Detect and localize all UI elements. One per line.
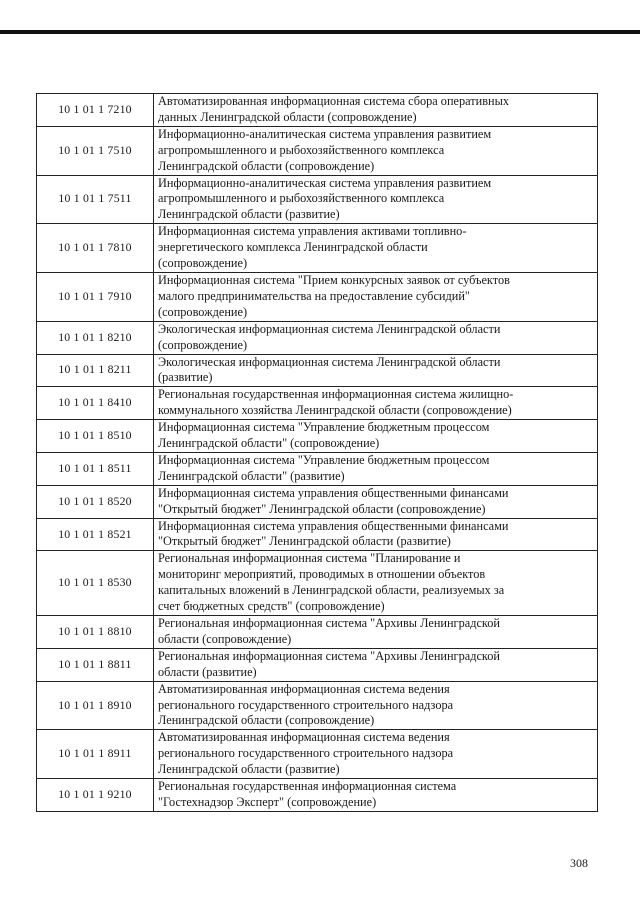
budget-code-cell: 10 1 01 1 7910 [37, 272, 154, 321]
description-line: агропромышленного и рыбохозяйственного комплекса [158, 191, 445, 206]
description-line: малого предпринимательства на предоставление субсидий" [158, 288, 470, 303]
description-line: Региональная информационная система "Архивы Ленинградской [158, 616, 501, 630]
table-row [37, 648, 598, 681]
system-description-cell [154, 779, 598, 812]
system-description-cell [154, 681, 598, 730]
system-description-cell [154, 452, 598, 485]
table-row [37, 387, 598, 420]
description-line: (развитие) [158, 370, 213, 385]
budget-code-cell: 10 1 01 1 7510 [37, 126, 154, 175]
system-description-cell [154, 224, 598, 273]
description-line: капитальных вложений в Ленинградской области, реализуемых за [158, 583, 505, 598]
description-line: Информационная система "Управление бюджетным процессом [158, 452, 490, 467]
budget-codes-table [36, 93, 598, 812]
system-description-cell [154, 321, 598, 354]
system-description-cell [154, 272, 598, 321]
system-description-cell [154, 126, 598, 175]
description-line: Информационно-аналитическая система управления развитием [158, 126, 492, 141]
table-body [37, 94, 598, 812]
description-line: Автоматизированная информационная система ведения [158, 730, 450, 745]
system-description-cell [154, 616, 598, 649]
table-row [37, 730, 598, 779]
description-line: регионального государственного строительного надзора [158, 746, 454, 761]
table-row [37, 175, 598, 224]
system-description-cell [154, 94, 598, 127]
description-line: энергетического комплекса Ленинградской области [158, 240, 428, 255]
table-row [37, 126, 598, 175]
table-row [37, 551, 598, 616]
budget-code-cell: 10 1 01 1 8521 [37, 518, 154, 551]
system-description-cell [154, 420, 598, 453]
description-line: Экологическая информационная система Ленинградской области [158, 321, 501, 336]
budget-code-cell: 10 1 01 1 8811 [37, 648, 154, 681]
description-line: Ленинградской области (развитие) [158, 762, 340, 777]
page-number: 308 [570, 856, 588, 870]
description-line: коммунального хозяйства Ленинградской области (сопровождение) [158, 403, 512, 418]
system-description-cell [154, 387, 598, 420]
budget-code-cell: 10 1 01 1 8910 [37, 681, 154, 730]
description-line: Ленинградской области (сопровождение) [158, 713, 375, 728]
description-line: регионального государственного строительного надзора [158, 697, 454, 712]
description-line: области (сопровождение) [158, 631, 292, 646]
description-line: Информационно-аналитическая система управления развитием [158, 175, 492, 190]
budget-code-cell: 10 1 01 1 8530 [37, 551, 154, 616]
table-row [37, 779, 598, 812]
budget-code-cell: 10 1 01 1 7511 [37, 175, 154, 224]
description-line: Информационная система управления активами топливно- [158, 224, 467, 239]
description-line: Региональная государственная информационная система жилищно- [158, 387, 514, 402]
table-row [37, 616, 598, 649]
table-row [37, 452, 598, 485]
description-line: Ленинградской области" (сопровождение) [158, 436, 380, 451]
description-line: агропромышленного и рыбохозяйственного комплекса [158, 142, 445, 157]
description-line: "Открытый бюджет" Ленинградской области (развитие) [158, 534, 451, 549]
description-line: (сопровождение) [158, 337, 248, 352]
description-line: Ленинградской области (развитие) [158, 207, 340, 222]
description-line: области (развитие) [158, 664, 257, 679]
table-row [37, 321, 598, 354]
budget-code-cell: 10 1 01 1 8511 [37, 452, 154, 485]
table-row [37, 420, 598, 453]
description-line: Информационная система управления общественными финансами [158, 518, 509, 533]
description-line: счет бюджетных средств" (сопровождение) [158, 599, 385, 614]
system-description-cell [154, 551, 598, 616]
budget-code-cell: 10 1 01 1 8520 [37, 485, 154, 518]
table-row [37, 272, 598, 321]
budget-code-cell: 10 1 01 1 8810 [37, 616, 154, 649]
table-row [37, 518, 598, 551]
system-description-cell [154, 518, 598, 551]
budget-code-cell: 10 1 01 1 8410 [37, 387, 154, 420]
description-line: Информационная система "Управление бюджетным процессом [158, 420, 490, 435]
table-row [37, 224, 598, 273]
system-description-cell [154, 175, 598, 224]
table-row [37, 681, 598, 730]
table-row [37, 94, 598, 127]
description-line: Региональная информационная система "Архивы Ленинградской [158, 648, 501, 663]
budget-code-cell: 10 1 01 1 8210 [37, 321, 154, 354]
description-line: Региональная государственная информационная система [158, 779, 457, 794]
budget-code-cell: 10 1 01 1 8510 [37, 420, 154, 453]
description-line: (сопровождение) [158, 256, 248, 271]
description-line: "Открытый бюджет" Ленинградской области (сопровождение) [158, 501, 486, 516]
description-line: Автоматизированная информационная система сбора оперативных [158, 94, 510, 108]
table-row [37, 354, 598, 387]
table-row [37, 485, 598, 518]
budget-code-cell: 10 1 01 1 7210 [37, 94, 154, 127]
budget-code-cell: 10 1 01 1 8211 [37, 354, 154, 387]
description-line: Автоматизированная информационная система ведения [158, 681, 450, 696]
system-description-cell [154, 485, 598, 518]
description-line: (сопровождение) [158, 304, 248, 319]
system-description-cell [154, 354, 598, 387]
budget-code-cell: 10 1 01 1 9210 [37, 779, 154, 812]
description-line: мониторинг мероприятий, проводимых в отношении объектов [158, 567, 486, 582]
budget-code-cell: 10 1 01 1 8911 [37, 730, 154, 779]
description-line: Региональная информационная система "Планирование и [158, 551, 461, 566]
description-line: Ленинградской области (сопровождение) [158, 158, 375, 173]
top-border-bar [0, 30, 640, 34]
description-line: данных Ленинградской области (сопровождение) [158, 109, 417, 124]
system-description-cell [154, 648, 598, 681]
description-line: Информационная система "Прием конкурсных заявок от субъектов [158, 272, 510, 287]
description-line: "Гостехнадзор Эксперт" (сопровождение) [158, 794, 377, 809]
description-line: Ленинградской области" (развитие) [158, 468, 345, 483]
system-description-cell [154, 730, 598, 779]
budget-code-cell: 10 1 01 1 7810 [37, 224, 154, 273]
description-line: Экологическая информационная система Ленинградской области [158, 354, 501, 369]
description-line: Информационная система управления общественными финансами [158, 485, 509, 500]
